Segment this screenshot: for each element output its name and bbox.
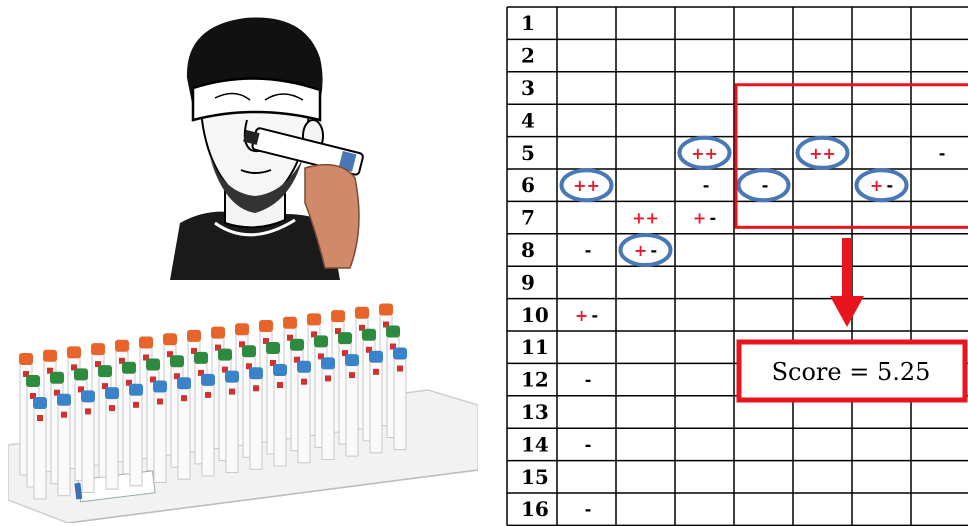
cell-text: + - bbox=[574, 305, 599, 325]
row-label: 11 bbox=[521, 335, 549, 360]
row-label: 4 bbox=[521, 108, 535, 133]
down-arrow-icon bbox=[830, 238, 864, 327]
grid-cell-mark bbox=[582, 371, 592, 390]
row-label: 10 bbox=[521, 302, 549, 327]
cell-text: - bbox=[581, 500, 592, 520]
cell-text: ++ bbox=[809, 143, 836, 163]
cell-text: - bbox=[581, 241, 592, 260]
row-label: 3 bbox=[521, 76, 535, 100]
grid-cell-mark bbox=[582, 500, 592, 519]
row-label: 9 bbox=[521, 270, 535, 295]
cell-text: + - bbox=[633, 241, 658, 260]
cell-text: ++ bbox=[573, 176, 600, 196]
grid-cell-mark bbox=[700, 176, 710, 195]
row-label: 13 bbox=[521, 400, 549, 424]
row-label: 15 bbox=[521, 464, 549, 489]
cell-text: - bbox=[699, 176, 710, 196]
row-label: 16 bbox=[521, 497, 549, 522]
grid-cell-mark bbox=[857, 170, 907, 200]
grid-cell-mark bbox=[575, 306, 598, 325]
grid-cell-mark bbox=[798, 138, 848, 168]
row-label: 12 bbox=[521, 367, 549, 392]
cell-text: ++ bbox=[691, 143, 718, 163]
cell-text: - bbox=[758, 176, 769, 196]
cell-text: + - bbox=[869, 176, 894, 196]
grid-cell-mark bbox=[582, 241, 592, 260]
row-label: 14 bbox=[521, 432, 549, 457]
row-label: 2 bbox=[521, 43, 535, 68]
cell-text: - bbox=[581, 435, 592, 455]
grid-cell-mark bbox=[621, 235, 671, 265]
row-label: 1 bbox=[521, 11, 535, 36]
cell-text: - bbox=[935, 143, 946, 163]
row-label: 7 bbox=[521, 205, 535, 230]
grid-cell-mark bbox=[936, 144, 946, 163]
cell-text: + - bbox=[692, 208, 717, 228]
cell-text: - bbox=[581, 370, 592, 390]
row-label: 6 bbox=[521, 173, 535, 198]
grid-cell-mark bbox=[632, 209, 659, 228]
grid-cell-mark bbox=[582, 435, 592, 454]
grid-cell-mark bbox=[680, 138, 730, 168]
grid-cell-mark bbox=[562, 170, 612, 200]
row-label: 8 bbox=[521, 238, 535, 262]
score-label: Score = 5.25 bbox=[771, 358, 931, 386]
row-label: 5 bbox=[521, 140, 535, 165]
cell-text: ++ bbox=[632, 208, 659, 228]
grid-cell-mark bbox=[739, 170, 789, 200]
grid-cell-mark bbox=[693, 209, 716, 228]
